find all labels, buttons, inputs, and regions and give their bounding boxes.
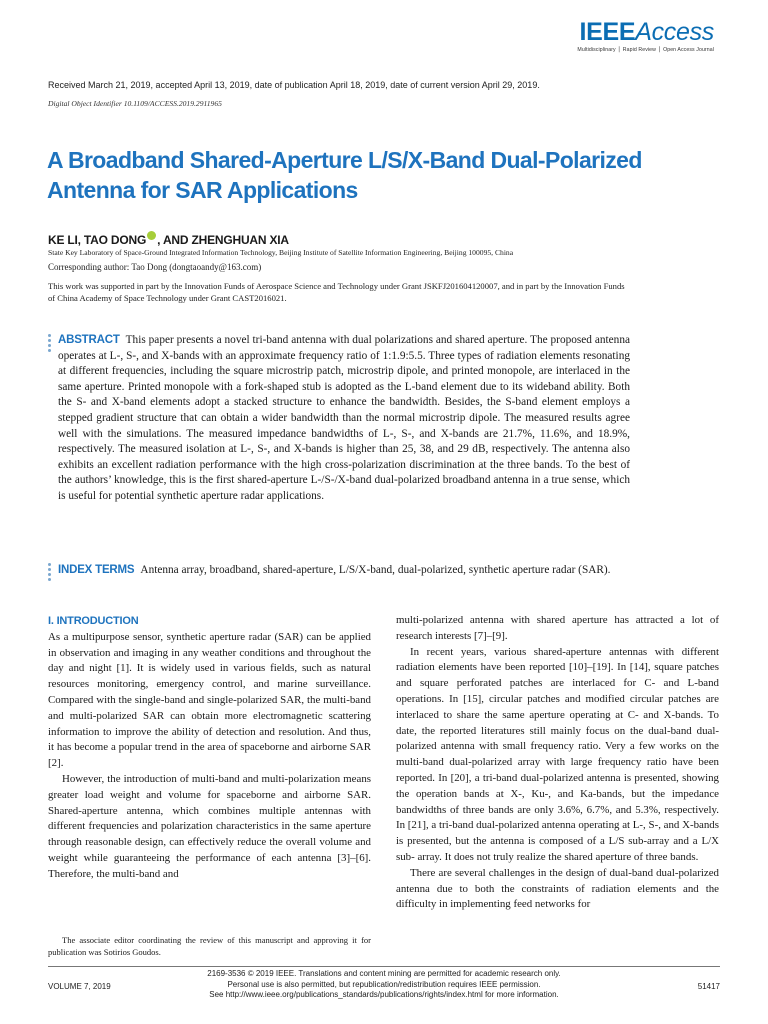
logo-tagline: Multidisciplinary ⎪ Rapid Review ⎪ Open Access Journal bbox=[577, 47, 714, 53]
abstract-label: ABSTRACT bbox=[58, 334, 120, 346]
author-list bbox=[48, 231, 289, 247]
affiliation: State Key Laboratory of Space-Ground Integrated Information Technology, Beijing Institute of Satellite Information Engineering, Beijing 100095, China bbox=[48, 248, 514, 257]
index-terms-text: Antenna array, broadband, shared-aperture, L/S/X-band, dual-polarized, synthetic aperture radar (SAR). bbox=[140, 564, 611, 576]
corresponding-author: Corresponding author: Tao Dong (dongtaoandy@163.com) bbox=[48, 262, 262, 272]
paragraph: In recent years, various shared-aperture antennas with different radiation elements have been reported [10]–[19]. In [14], square patches and square perforated patches are interlaced for C- and L-band operations. In [15], circular patches and modified circular patches are interlaced to share the same aperture operating at C- and X-bands. To date, the reported literatures still mainly focus on the dual-band dual-polarized antenna with small frequency ratio. Very a few works on the multi-band dual-polarized array with large frequency ratio have been reported. In [20], a tri-band dual-polarized antenna is presented, showing the operation bands at X-, Ku-, and Ka-bands, but the impedance bandwidths of three bands are only 3.6%, 6.7%, and 5.3%, respectively. In [21], a tri-band dual-polarized antenna operating at L-, S-, and X-bands is presented, but the antenna is composed of a L/S sub-array and a L/X sub- array. It does not truly realize the shared aperture of three bands. bbox=[396, 645, 719, 863]
index-terms bbox=[58, 563, 630, 579]
copyright-notice bbox=[198, 969, 570, 1001]
paper-title: A Broadband Shared-Aperture L/S/X-Band Dual-Polarized Antenna for SAR Applications bbox=[47, 147, 642, 203]
copyright-line: Personal use is also permitted, but republication/redistribution requires IEEE permission. bbox=[227, 979, 541, 989]
authors-part-1: KE LI, TAO DONG bbox=[48, 233, 147, 247]
doi: Digital Object Identifier 10.1109/ACCESS.2019.2911965 bbox=[48, 99, 222, 108]
editor-footnote bbox=[48, 934, 371, 958]
orcid-icon[interactable] bbox=[147, 231, 156, 240]
received-dates: Received March 21, 2019, accepted April 13, 2019, date of publication April 18, 2019, date of current version April 29, 2019. bbox=[48, 80, 540, 90]
volume-label: VOLUME 7, 2019 bbox=[48, 982, 111, 991]
logo-ieee: IEEE bbox=[579, 18, 636, 46]
paragraph: multi-polarized antenna with shared aperture has attracted a lot of research interests [7]–[9]. bbox=[396, 614, 719, 642]
body-column-left bbox=[48, 614, 371, 883]
copyright-line: 2169-3536 © 2019 IEEE. Translations and content mining are permitted for academic research only. bbox=[207, 969, 561, 978]
copyright-link[interactable]: See http://www.ieee.org/publications_standards/publications/rights/index.html for more information. bbox=[209, 990, 559, 999]
paragraph: However, the introduction of multi-band and multi-polarization means greater load weight and volume for spaceborne and airborne SAR. Shared-aperture antenna, which combines multiple antennas with different frequencies and polarization characteristics in the same aperture through reasonable design, can effectively reduce the overall volume and weight while guaranteeing the performance of each antenna [3]–[6]. Therefore, the multi-band and bbox=[48, 772, 371, 880]
logo-access: Access bbox=[635, 18, 714, 46]
abstract-text: This paper presents a novel tri-band antenna with dual polarizations and shared aperture. The proposed antenna operates at L-, S-, and X-bands with an approximate frequency ratio of 1:1.9:5.5. Three types of radiation elements resonating at different frequencies, including the square microstrip patch, microstrip dipole, and printed monopole, are interlaced in the same aperture. Printed monopole with a fork-shaped stub is adopted as the L-band element due to its wideband ability. Both the S- and X-band elements adopt a stacked structure to enhance the bandwidth. Besides, the S-band element employs a stepped gradient structure that can obtain a wider bandwidth than the normal microstrip dipole. The measured results agree well with the simulations. The measured impedance bandwidths of L-, S-, and X-bands are 21.7%, 11.6%, and 18.9%, respectively. The measured isolation at L-, S-, and X-bands is higher than 25, 38, and 29 dB, respectively. The antenna also exhibits an excellent radiation performance with the high cross-polarization discrimination at the three bands. To the best of the authors’ knowledge, this is the first shared-aperture L-/S-/X-band dual-polarized broadband antenna in a true sense, which is useful for potential synthetic aperture radar applications. bbox=[58, 334, 630, 502]
page-number: 51417 bbox=[697, 982, 720, 991]
abstract bbox=[58, 333, 630, 505]
footer-divider bbox=[48, 966, 720, 967]
section-heading-introduction: I. INTRODUCTION bbox=[48, 615, 139, 627]
paragraph: As a multipurpose sensor, synthetic aperture radar (SAR) can be applied in observation and imaging in any weather conditions and throughout the day and night [1]. It is widely used in various fields, such as natural resources monitoring, emergency control, and marine surveillance. Compared with the single-band and single-polarized SAR, the multi-band and multi-polarized SAR can obtain more electromagnetic scattering information to improve the ability of detection and resolution. And thus, it has become a popular trend in the area of spaceborne and airborne SAR [2]. bbox=[48, 630, 371, 770]
index-terms-label: INDEX TERMS bbox=[58, 564, 135, 576]
index-terms-marker-icon bbox=[48, 563, 51, 583]
body-column-right bbox=[396, 613, 719, 913]
authors-part-2: , AND ZHENGHUAN XIA bbox=[157, 233, 289, 247]
journal-logo bbox=[494, 18, 714, 53]
paragraph: There are several challenges in the design of dual-band dual-polarized antenna due to both the constraints of radiation elements and the difficulty in implementing feed networks for bbox=[396, 866, 719, 911]
footnote-text: The associate editor coordinating the review of this manuscript and approving it for publication was Sotirios Goudos. bbox=[48, 935, 371, 957]
funding-note: This work was supported in part by the Innovation Funds of Aerospace Science and Technology under Grant JSKFJ201604120007, and in part by the Innovation Funds of China Academy of Space Technology under Grant CAST2016021. bbox=[48, 281, 625, 303]
abstract-marker-icon bbox=[48, 334, 51, 354]
